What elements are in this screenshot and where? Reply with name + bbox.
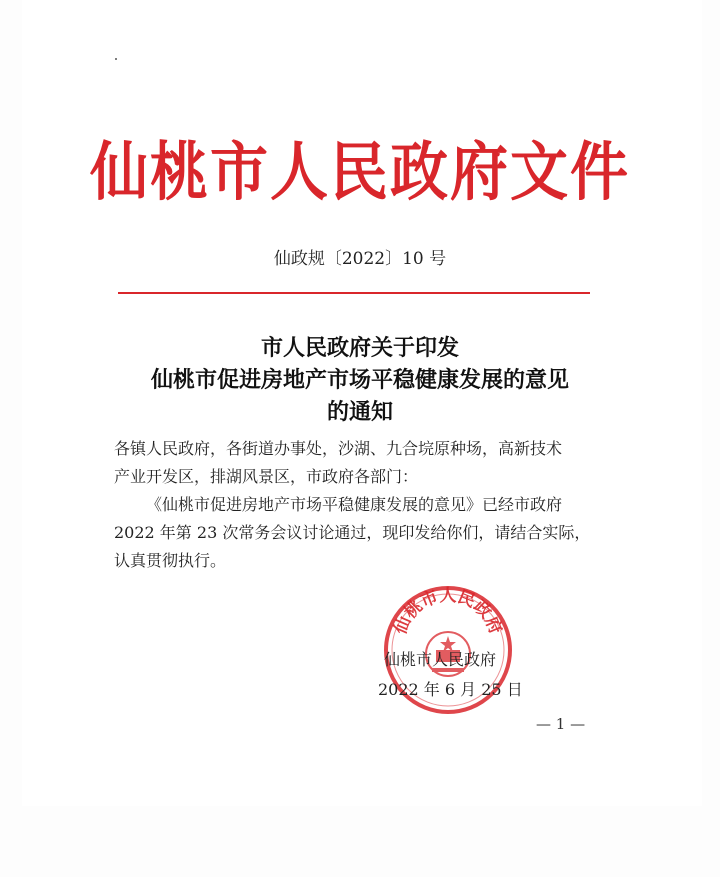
document-body — [114, 435, 594, 575]
title-line-2: 仙桃市促进房地产市场平稳健康发展的意见 — [150, 367, 569, 393]
recipients-line-2: 产业开发区，排湖风景区，市政府各部门： — [114, 467, 419, 486]
red-separator-line — [118, 292, 590, 294]
svg-text:仙桃市人民政府 — [389, 586, 506, 638]
paragraph-line-1: 《仙桃市促进房地产市场平稳健康发展的意见》已经市政府 — [146, 495, 563, 514]
issue-date: 2022 年 6 月 25 日 — [378, 680, 523, 699]
document-title — [0, 332, 720, 428]
page-number: — 1 — — [536, 715, 586, 733]
paragraph-line-2: 2022 年第 23 次常务会议讨论通过，现印发给你们，请结合实际， — [114, 523, 591, 542]
title-line-1: 市人民政府关于印发 — [260, 335, 459, 361]
seal-text: 仙桃市人民政府 — [390, 585, 506, 638]
document-masthead: 仙桃市人民政府文件 — [89, 134, 630, 210]
scan-speck — [115, 58, 117, 60]
signature-block — [378, 645, 523, 705]
document-number: 仙政规〔2022〕10 号 — [273, 249, 447, 269]
title-line-3: 的通知 — [326, 399, 393, 425]
recipients-line-1: 各镇人民政府，各街道办事处，沙湖、九合垸原种场，高新技术 — [114, 439, 563, 458]
issuer-name: 仙桃市人民政府 — [384, 650, 497, 669]
paragraph-line-3: 认真贯彻执行。 — [114, 551, 227, 570]
